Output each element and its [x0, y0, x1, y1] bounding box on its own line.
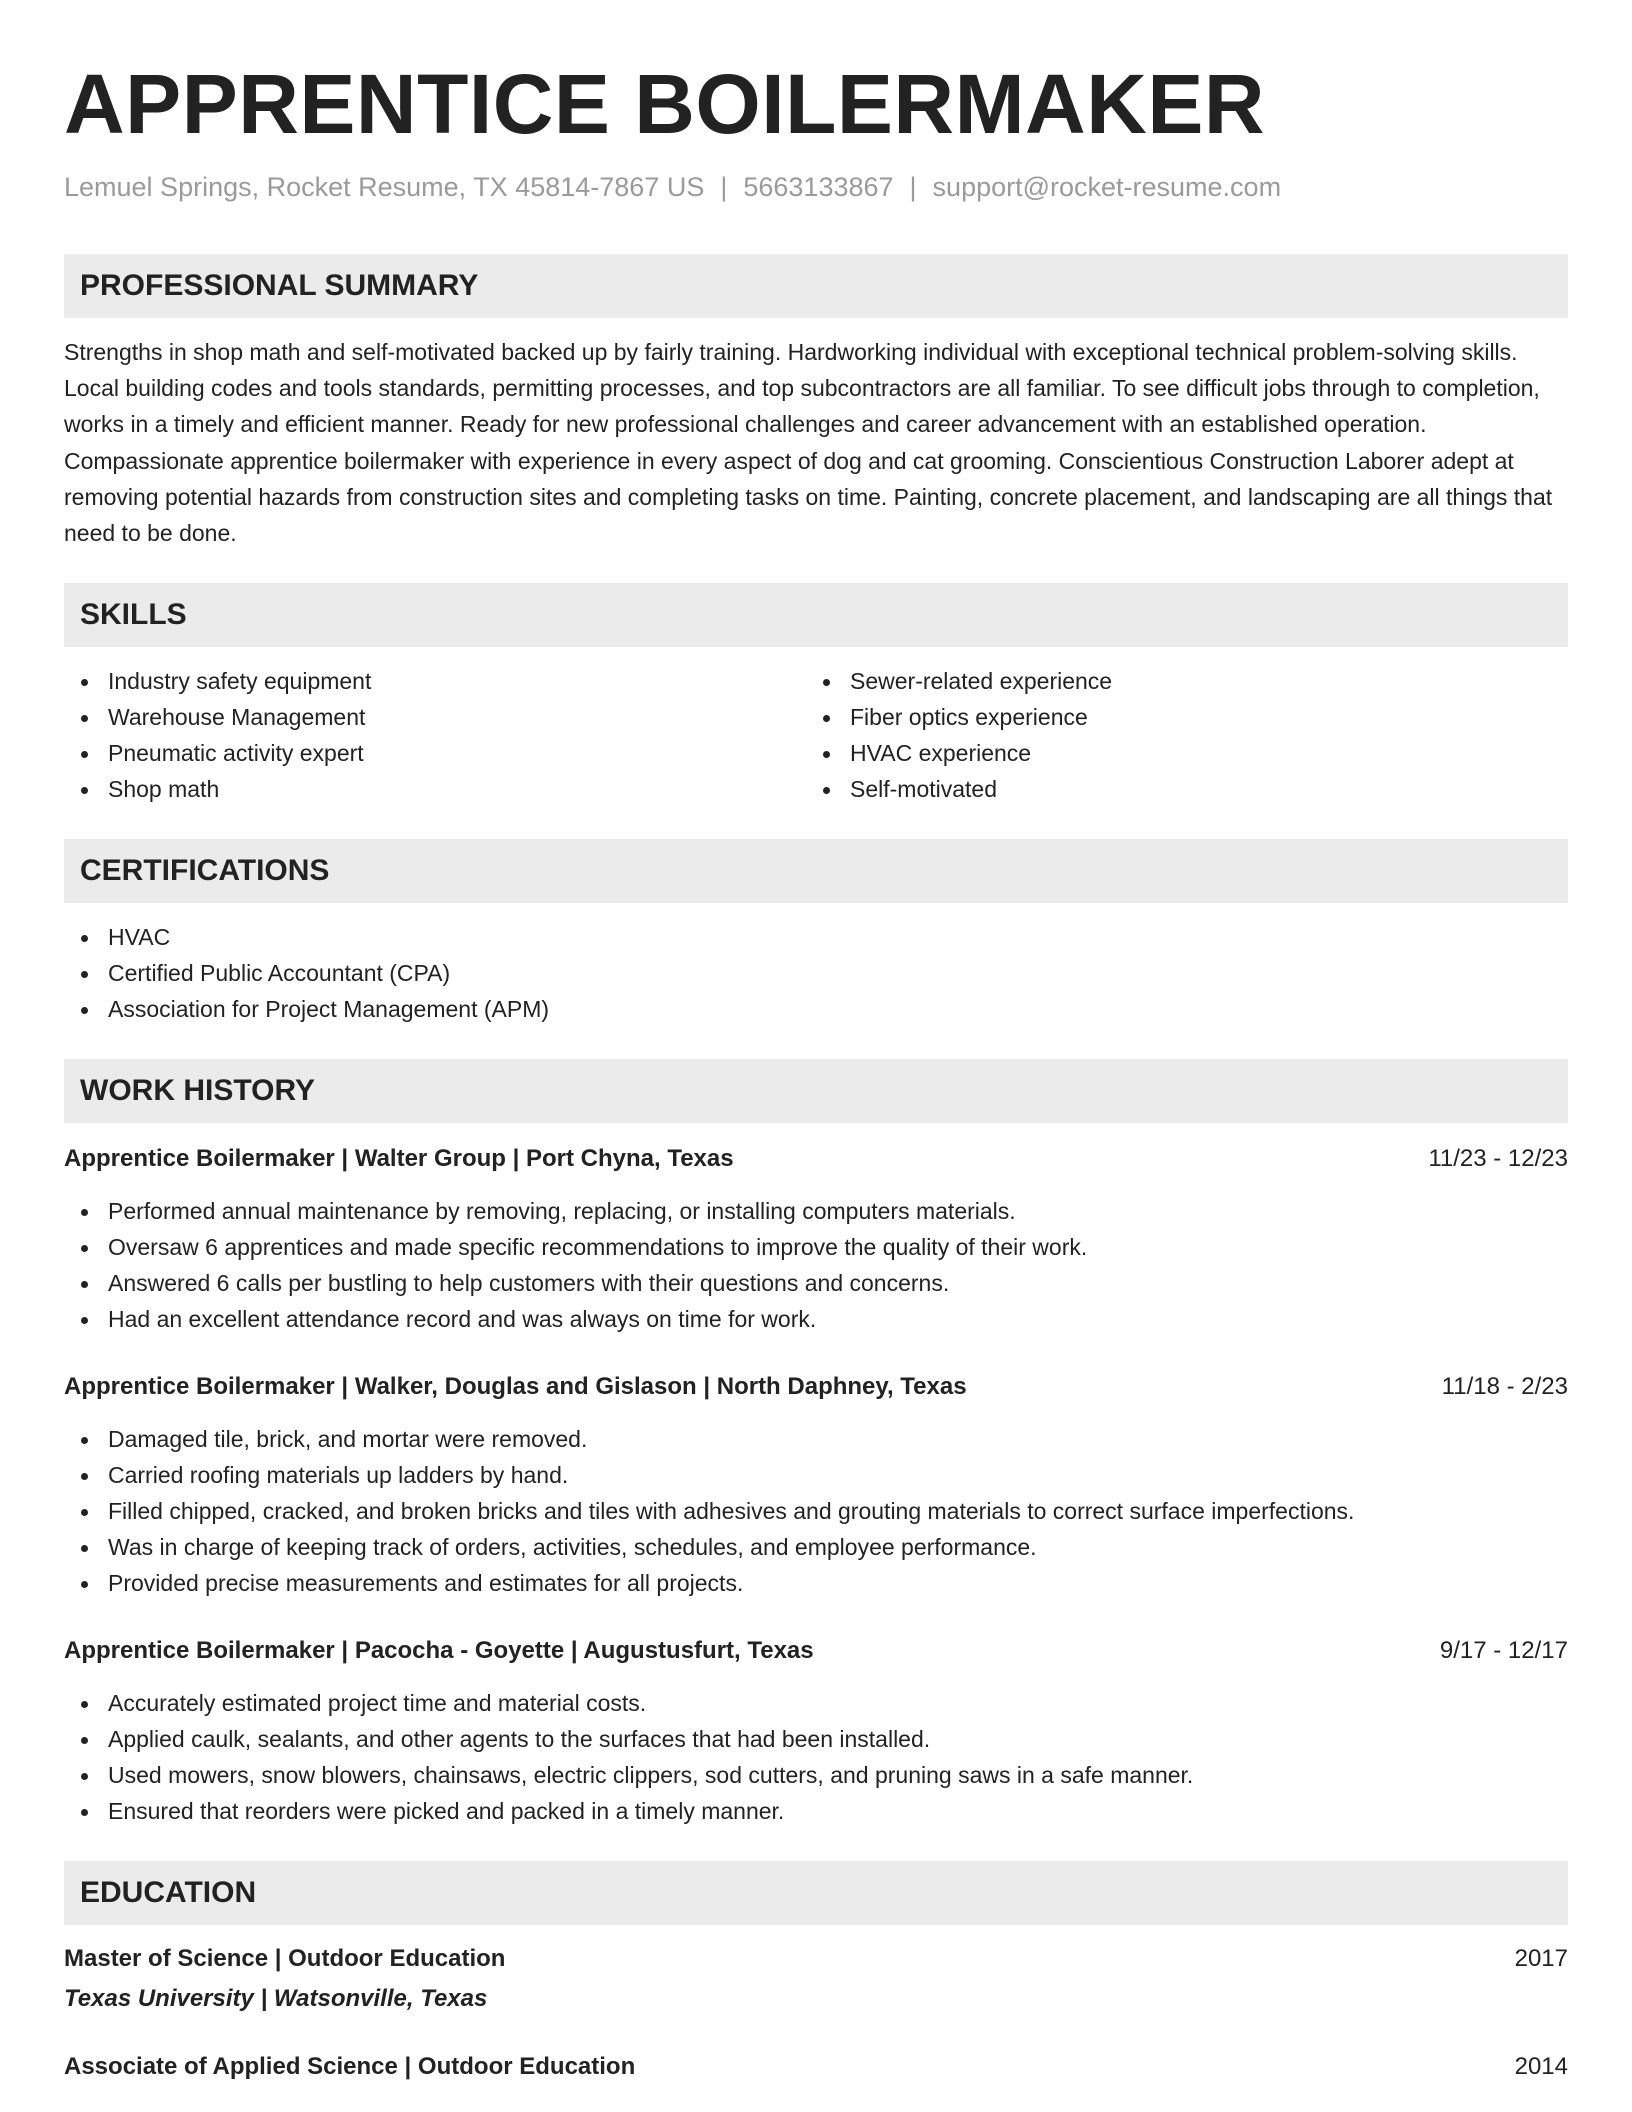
job-dates: 11/23 - 12/23	[1428, 1145, 1568, 1173]
certification-item: Association for Project Management (APM)	[64, 991, 1568, 1027]
certifications-list	[64, 919, 1568, 1027]
section-header-certifications: CERTIFICATIONS	[64, 839, 1568, 903]
job-entry	[64, 1369, 1568, 1601]
job-header-row	[64, 1141, 1568, 1177]
certification-item: HVAC	[64, 919, 1568, 955]
resume-name-title: APPRENTICE BOILERMAKER	[64, 57, 1266, 151]
education-entry	[64, 1941, 1568, 2017]
job-bullets	[64, 1421, 1568, 1601]
skill-item: Shop math	[64, 771, 806, 807]
education-degree: Master of Science | Outdoor Education	[64, 1945, 506, 1973]
education-degree: Associate of Applied Science | Outdoor Education	[64, 2053, 636, 2081]
job-bullet: Performed annual maintenance by removing, replacing, or installing computers materials.	[64, 1193, 1568, 1229]
job-bullet: Damaged tile, brick, and mortar were removed.	[64, 1421, 1568, 1457]
job-bullet: Carried roofing materials up ladders by hand.	[64, 1457, 1568, 1493]
skills-grid	[64, 663, 1568, 807]
job-bullet: Ensured that reorders were picked and packed in a timely manner.	[64, 1793, 1568, 1829]
job-header-row	[64, 1633, 1568, 1669]
job-bullets	[64, 1193, 1568, 1337]
job-entry	[64, 1633, 1568, 1829]
job-header-row	[64, 1369, 1568, 1405]
contact-line	[64, 170, 1568, 204]
job-bullet: Provided precise measurements and estimates for all projects.	[64, 1565, 1568, 1601]
job-dates: 11/18 - 2/23	[1441, 1373, 1568, 1401]
education-year: 2017	[1514, 1945, 1568, 1973]
job-bullet: Applied caulk, sealants, and other agents to the surfaces that had been installed.	[64, 1721, 1568, 1757]
job-bullet: Oversaw 6 apprentices and made specific recommendations to improve the quality of their work.	[64, 1229, 1568, 1265]
job-bullet: Was in charge of keeping track of orders, activities, schedules, and employee performance.	[64, 1529, 1568, 1565]
skill-item: Sewer-related experience	[806, 663, 1548, 699]
education-header-row	[64, 1941, 1568, 1977]
education-header-row	[64, 2049, 1568, 2085]
contact-email[interactable]: support@rocket-resume.com	[932, 172, 1282, 202]
skill-item: Fiber optics experience	[806, 699, 1548, 735]
education-school: Texas University | Watsonville, Texas	[64, 1985, 488, 2013]
skills-list-right	[806, 663, 1548, 807]
job-bullet: Used mowers, snow blowers, chainsaws, electric clippers, sod cutters, and pruning saws in a safe manner.	[64, 1757, 1568, 1793]
summary-text: Strengths in shop math and self-motivated backed up by fairly training. Hardworking individual with exceptional technical problem-solving skills. Local building codes and tools standards, permitting processes, and top subcontractors are all familiar. To see difficult jobs through to completion, works in a timely and efficient manner. Ready for new professional challenges and career advancement with an established operation. Compassionate apprentice boilermaker with experience in every aspect of dog and cat grooming. Conscientious Construction Laborer adept at removing potential hazards from construction sites and completing tasks on time. Painting, concrete placement, and landscaping are all things that need to be done.	[64, 339, 1553, 547]
job-bullet: Answered 6 calls per bustling to help customers with their questions and concerns.	[64, 1265, 1568, 1301]
skill-item: Self-motivated	[806, 771, 1548, 807]
skill-item: Warehouse Management	[64, 699, 806, 735]
contact-separator: |	[909, 172, 917, 202]
education-year: 2014	[1514, 2053, 1568, 2081]
contact-address: Lemuel Springs, Rocket Resume, TX 45814-7867 US	[64, 172, 705, 202]
job-title: Apprentice Boilermaker | Walker, Douglas and Gislason | North Daphney, Texas	[64, 1373, 967, 1401]
education-entry	[64, 2049, 1568, 2085]
skill-item: Pneumatic activity expert	[64, 735, 806, 771]
job-bullets	[64, 1685, 1568, 1829]
job-title: Apprentice Boilermaker | Walter Group | Port Chyna, Texas	[64, 1145, 734, 1173]
skill-item: HVAC experience	[806, 735, 1548, 771]
certification-item: Certified Public Accountant (CPA)	[64, 955, 1568, 991]
job-title: Apprentice Boilermaker | Pacocha - Goyette | Augustusfurt, Texas	[64, 1637, 814, 1665]
skills-list-left	[64, 663, 806, 807]
contact-phone[interactable]: 5663133867	[743, 172, 894, 202]
section-header-work-history: WORK HISTORY	[64, 1059, 1568, 1123]
section-header-education: EDUCATION	[64, 1861, 1568, 1925]
contact-separator: |	[720, 172, 728, 202]
job-dates: 9/17 - 12/17	[1439, 1637, 1568, 1665]
section-header-professional-summary: PROFESSIONAL SUMMARY	[64, 254, 1568, 318]
section-header-skills: SKILLS	[64, 583, 1568, 647]
job-bullet: Filled chipped, cracked, and broken bricks and tiles with adhesives and grouting materials to correct surface imperfections.	[64, 1493, 1568, 1529]
job-bullet: Accurately estimated project time and material costs.	[64, 1685, 1568, 1721]
job-entry	[64, 1141, 1568, 1337]
skill-item: Industry safety equipment	[64, 663, 806, 699]
job-bullet: Had an excellent attendance record and was always on time for work.	[64, 1301, 1568, 1337]
